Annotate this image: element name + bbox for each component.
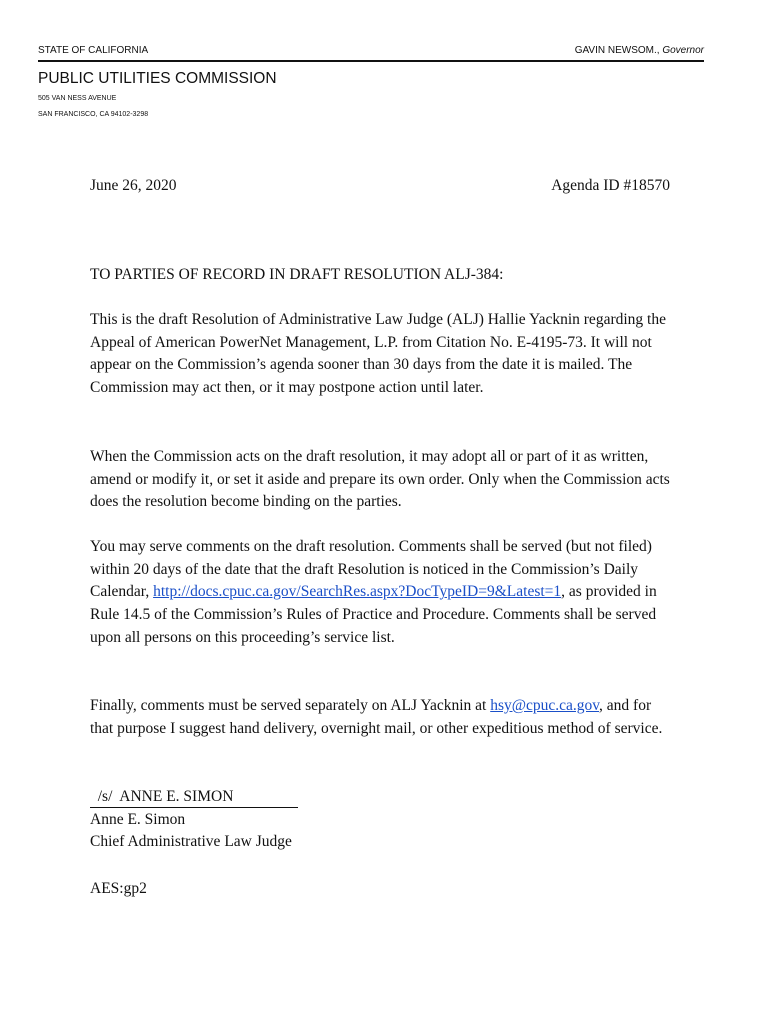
reference-initials: AES:gp2 — [90, 880, 147, 897]
agency-name: PUBLIC UTILITIES COMMISSION — [38, 70, 277, 87]
paragraph-draft-resolution: This is the draft Resolution of Administrative Law Judge (ALJ) Hallie Yacknin regarding the Appeal of American PowerNet Management, L.P. from Citation No. E-4195-73. It will not appear on the Commission’s agenda sooner than 30 days from the date it is mailed. The Commission may act then, or it may postpone action until later. — [90, 311, 666, 397]
letterhead-top-row — [38, 45, 704, 62]
alj-email-link[interactable]: hsy@cpuc.ca.gov — [490, 697, 600, 714]
signature-block — [90, 786, 670, 854]
date-row — [90, 175, 670, 198]
governor-title: Governor — [662, 45, 704, 56]
daily-calendar-link[interactable]: http://docs.cpuc.ca.gov/SearchRes.aspx?DocTypeID=9&Latest=1 — [153, 583, 562, 601]
signature-line: /s/ ANNE E. SIMON — [90, 787, 298, 808]
governor-name: GAVIN NEWSOM., — [574, 45, 660, 56]
address-line-1: 505 VAN NESS AVENUE — [38, 95, 117, 102]
governor-label — [575, 45, 704, 57]
paragraph-service-text-1: Finally, comments must be served separately on ALJ Yacknin at — [90, 697, 491, 714]
paragraph-service — [90, 695, 670, 740]
paragraph-commission-action: When the Commission acts on the draft resolution, it may adopt all or part of it as written, amend or modify it, or set it aside and prepare its own order. Only when the Commission acts does the resolution become binding on the parties. — [90, 448, 670, 511]
state-label: STATE OF CALIFORNIA — [38, 45, 149, 56]
paragraph-comments-text-2: , as provided in Rule 14.5 of the Commission’s Rules of Practice and Procedure. Comments shall be served upon all persons on this proceeding’s service list. — [90, 583, 657, 646]
letterhead — [38, 45, 704, 120]
salutation: TO PARTIES OF RECORD IN DRAFT RESOLUTION ALJ-384: — [90, 266, 504, 283]
letter-date: June 26, 2020 — [90, 177, 177, 194]
paragraph-service-text-2: , and for that purpose I suggest hand delivery, overnight mail, or other expeditious method of service. — [90, 697, 663, 737]
address-line-2: SAN FRANCISCO, CA 94102-3298 — [38, 111, 149, 118]
signer-name: Anne E. Simon — [90, 810, 186, 828]
signer-title: Chief Administrative Law Judge — [90, 833, 292, 851]
agenda-id: Agenda ID #18570 — [551, 177, 670, 194]
paragraph-comments — [90, 536, 670, 650]
paragraph-comments-text-1: You may serve comments on the draft resolution. Comments shall be served (but not filed) within 20 days of the date that the draft Resolution is noticed in the Commission’s Daily Calendar, — [90, 538, 652, 601]
